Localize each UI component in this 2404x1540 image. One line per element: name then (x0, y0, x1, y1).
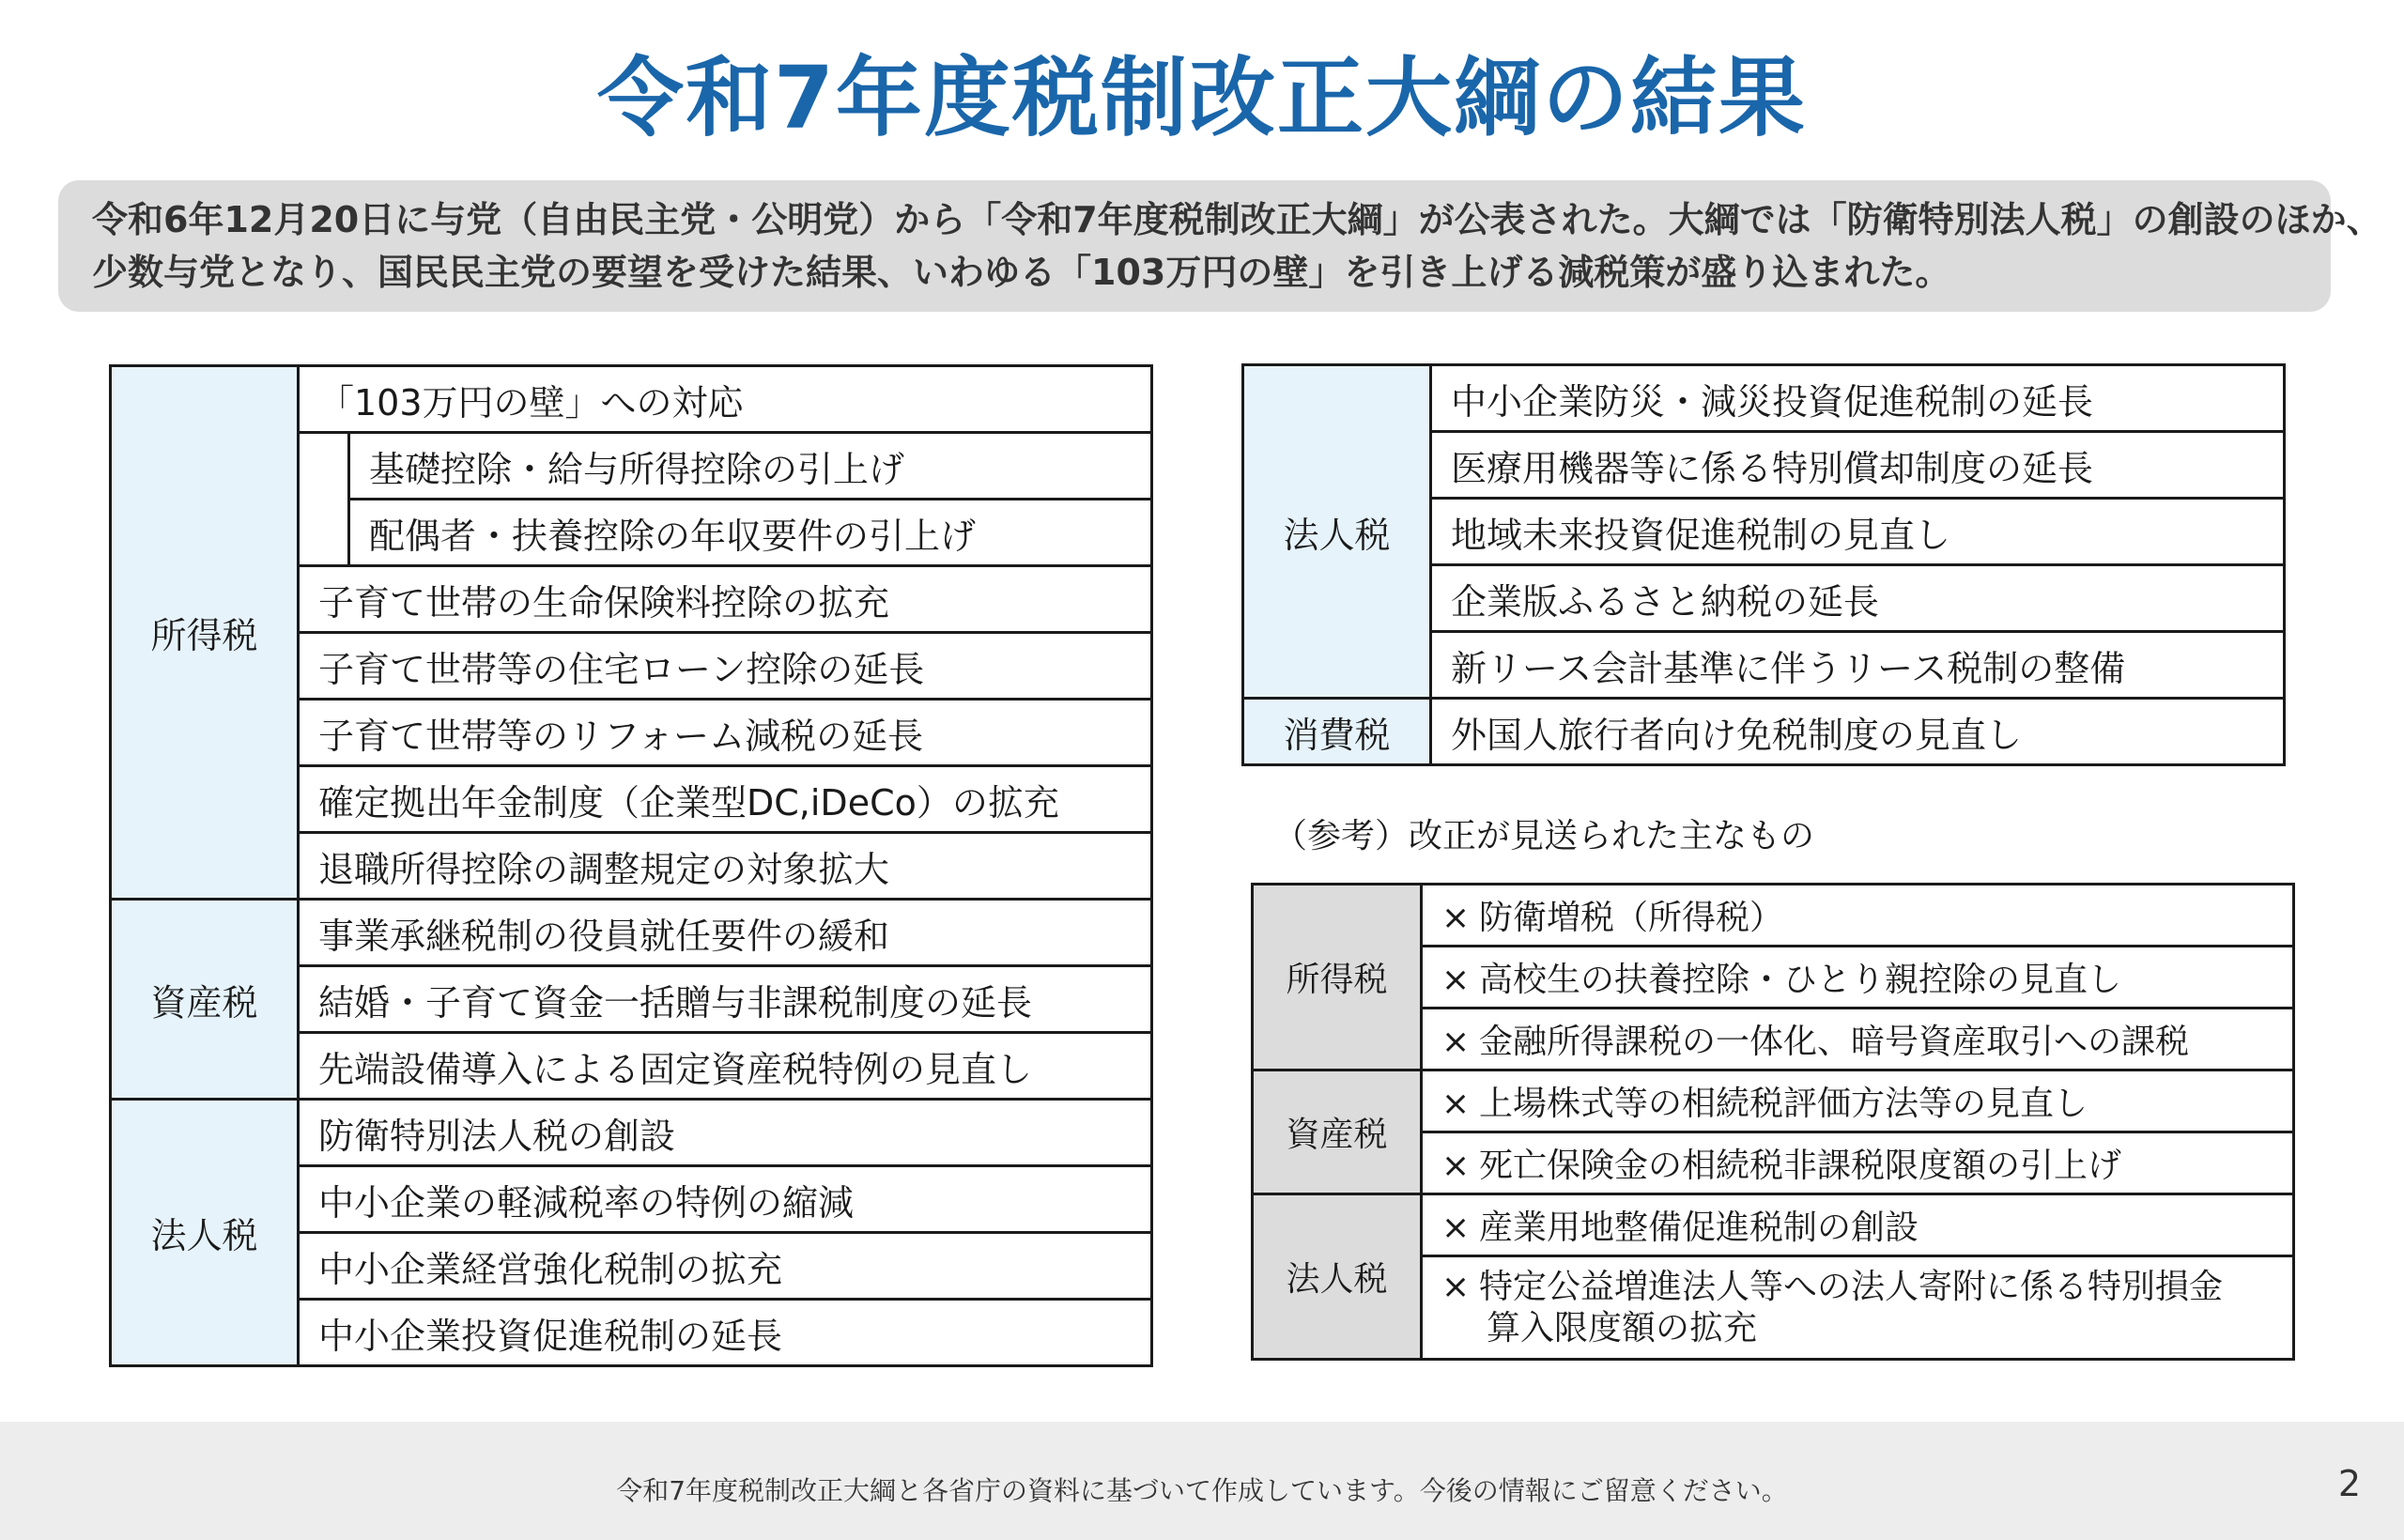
table-cell: 子育て世帯等のリフォーム減税の延長 (299, 700, 1152, 766)
table-cell: 外国人旅行者向け免税制度の見直し (1431, 699, 2285, 765)
table-cell: 結婚・子育て資金一括贈与非課税制度の延長 (299, 966, 1152, 1033)
table-cell: 新リース会計基準に伴うリース税制の整備 (1431, 632, 2285, 699)
table-cell: 中小企業投資促進税制の延長 (299, 1300, 1152, 1366)
table-cell: 中小企業の軽減税率の特例の縮減 (299, 1166, 1152, 1233)
table-cell: × 特定公益増進法人等への法人寄附に係る特別損金 算入限度額の拡充 (1422, 1256, 2294, 1360)
table-row (1253, 1194, 2294, 1256)
table-cell: × 防衛増税（所得税） (1422, 885, 2294, 947)
table-cell: 「103万円の壁」への対応 (299, 366, 1152, 433)
table-cell: 確定拠出年金制度（企業型DC,iDeCo）の拡充 (299, 766, 1152, 833)
cross-mark-icon: × (1441, 1023, 1471, 1061)
category-income-tax: 所得税 (1253, 885, 1422, 1070)
cross-mark-icon: × (1441, 1267, 1471, 1306)
category-income-tax: 所得税 (111, 366, 299, 900)
table-cell: 地域未来投資促進税制の見直し (1431, 499, 2285, 565)
table-cell: 子育て世帯の生命保険料控除の拡充 (299, 566, 1152, 633)
indent-spacer (299, 433, 349, 566)
table-cell: 子育て世帯等の住宅ローン控除の延長 (299, 633, 1152, 700)
table-cell: × 高校生の扶養控除・ひとり親控除の見直し (1422, 947, 2294, 1009)
cross-mark-icon: × (1441, 1147, 1471, 1185)
table-row (1243, 699, 2285, 765)
deferred-reforms-table (1251, 883, 2295, 1361)
cross-mark-icon: × (1441, 1209, 1471, 1247)
table-cell: 中小企業防災・減災投資促進税制の延長 (1431, 365, 2285, 432)
table-cell: 防衛特別法人税の創設 (299, 1100, 1152, 1166)
reference-heading: （参考）改正が見送られた主なもの (1273, 817, 1815, 855)
table-cell: 基礎控除・給与所得控除の引上げ (349, 433, 1152, 500)
table-row (111, 900, 1152, 966)
cross-mark-icon: × (1441, 899, 1471, 937)
category-corporate-tax: 法人税 (1253, 1194, 1422, 1360)
summary-line-1: 令和6年12月20日に与党（自由民主党・公明党）から「令和7年度税制改正大綱」が公表された。大綱では「防衛特別法人税」の創設のほか、 (92, 199, 2382, 240)
footnote: 令和7年度税制改正大綱と各省庁の資料に基づいて作成しています。今後の情報にご留意ください。 (616, 1475, 1788, 1506)
table-cell: 先端設備導入による固定資産税特例の見直し (299, 1033, 1152, 1100)
table-cell: × 金融所得課税の一体化、暗号資産取引への課税 (1422, 1009, 2294, 1070)
table-row (1253, 885, 2294, 947)
category-corporate-tax: 法人税 (111, 1100, 299, 1366)
page-title: 令和7年度税制改正大綱の結果 (596, 48, 1807, 148)
table-row (1253, 1070, 2294, 1132)
table-cell: 中小企業経営強化税制の拡充 (299, 1233, 1152, 1300)
cross-mark-icon: × (1441, 1085, 1471, 1123)
cross-mark-icon: × (1441, 961, 1471, 999)
table-cell: × 死亡保険金の相続税非課税限度額の引上げ (1422, 1132, 2294, 1194)
table-cell: 配偶者・扶養控除の年収要件の引上げ (349, 500, 1152, 566)
table-cell: × 上場株式等の相続税評価方法等の見直し (1422, 1070, 2294, 1132)
table-cell: 退職所得控除の調整規定の対象拡大 (299, 833, 1152, 900)
table-row (111, 366, 1152, 433)
category-consumption-tax: 消費税 (1243, 699, 1431, 765)
category-corporate-tax: 法人税 (1243, 365, 1431, 699)
enacted-reforms-table-left (109, 364, 1153, 1367)
table-row (1243, 365, 2285, 432)
category-asset-tax: 資産税 (111, 900, 299, 1100)
enacted-reforms-table-right (1241, 363, 2286, 766)
page-number: 2 (2337, 1463, 2361, 1504)
table-row (111, 1100, 1152, 1166)
table-cell: 企業版ふるさと納税の延長 (1431, 565, 2285, 632)
table-cell: × 産業用地整備促進税制の創設 (1422, 1194, 2294, 1256)
summary-box (58, 180, 2382, 312)
footer (0, 1422, 2404, 1540)
table-cell: 医療用機器等に係る特別償却制度の延長 (1431, 432, 2285, 499)
summary-line-2: 少数与党となり、国民民主党の要望を受けた結果、いわゆる「103万円の壁」を引き上げる減税策が盛り込まれた。 (92, 252, 1951, 293)
category-asset-tax: 資産税 (1253, 1070, 1422, 1194)
table-cell: 事業承継税制の役員就任要件の緩和 (299, 900, 1152, 966)
